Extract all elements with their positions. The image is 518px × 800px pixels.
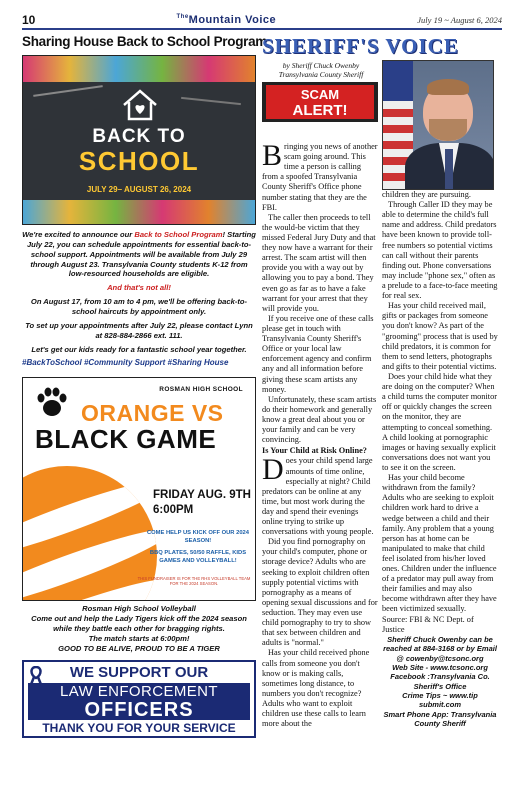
scam-line2: ALERT! xyxy=(292,102,348,119)
contact-line1: Sheriff Chuck Owenby can be reached at 884-3168 or by Email @ cowenby@tcsonc.org xyxy=(383,634,497,663)
house-icon xyxy=(121,88,159,122)
article-paragraph: Has your child received mail, gifts or packages from someone you don't know? As part of the "grooming" process that is used by child predators, it is common for them to send letters, photographs and gifts to their potential victims. xyxy=(382,301,498,371)
article-paragraph: Has your child become withdrawn from the family? Adults who are seeking to exploit children work hard to drive a wedge between a child and their family. Any problem that a young person has at home can be manipulated to make that child feel isolated from his/her loved ones. Children under the influence of a predator may pull away from their families and may also become withdrawn after they have been victimized sexually. xyxy=(382,473,497,614)
sharing-house-para4: To set up your appointments after July 22, please contact Lynn at 828-884-2866 ext. 111. xyxy=(25,320,253,340)
right-column xyxy=(262,34,502,729)
game-time: 6:00PM xyxy=(153,503,194,516)
intro-paragraph xyxy=(262,139,378,213)
caption-line2: Come out and help the Lady Tigers kick off the 2024 season while they battle each other for bragging rights. xyxy=(31,614,247,634)
tie xyxy=(445,149,453,189)
banner-line1: WE SUPPORT OUR xyxy=(69,663,209,681)
volleyball-game-poster xyxy=(22,377,256,601)
caption-line1: Rosman High School Volleyball xyxy=(82,604,196,614)
article-paragraph: Unfortunately, these scam artists do their homework and generally know a great deal about you or your family and can be very convincing. xyxy=(262,394,377,445)
hair xyxy=(427,79,469,95)
online-paragraph xyxy=(262,453,378,537)
sharing-house-title: Sharing House Back to School Program xyxy=(22,34,268,49)
food-text: BBQ PLATES, 50/50 RAFFLE, KIDS GAMES AND VOLLEYBALL! xyxy=(149,550,247,564)
drop-cap: D xyxy=(262,453,284,487)
masthead xyxy=(177,14,277,26)
black-game: BLACK GAME xyxy=(35,424,217,455)
article-column-left xyxy=(262,139,378,729)
chalk-line xyxy=(181,97,241,105)
sheriffs-voice-title: SHERIFF'S VOICE xyxy=(262,34,459,58)
program-link: Back to School Program xyxy=(134,230,223,239)
sharing-house-para5: Let's get our kids ready for a fantastic school year together. xyxy=(31,344,247,354)
game-caption xyxy=(22,604,256,653)
drop-cap: B xyxy=(262,139,283,172)
banner-line4: THANK YOU FOR YOUR SERVICE xyxy=(42,720,236,735)
bts-line2: SCHOOL xyxy=(78,146,200,176)
page-number: 10 xyxy=(22,13,36,27)
back-to-school-heading xyxy=(23,126,255,174)
article-paragraph: The caller then proceeds to tell the would-be victim that they missed Federal Jury Duty and that they now have a warrant for their arrest. The scam artist will then provide you with a way out by allowing you to pay a bond. They even go as far as to have a fake warrant for your arrest that they will provide you. xyxy=(262,212,376,313)
back-to-school-image xyxy=(22,55,256,225)
article-paragraph: Did you find pornography on your child's computer, phone or storage device? Adults who are seeking to exploit children often supply potential victims with pornography as a means of opening sexual discussions and for seduction. They may even use child pornography to try to show that sex between children and adults is "normal." xyxy=(262,537,378,648)
bts-line1: BACK TO xyxy=(92,126,186,147)
online-text: oes your child spend large amounts of time online, especially at night? Child predators can be online at any time, but most work during the day and spend their evenings online trying to strike up conversations with young people. xyxy=(262,456,374,537)
game-datetime xyxy=(153,488,251,517)
article-column-right xyxy=(382,190,498,729)
fundraiser-note: THIS FUNDRAISER IS FOR THE RHS VOLLEYBALL TEAM FOR THE 2024 SEASON. xyxy=(137,576,251,587)
contact-line5: Smart Phone App: Transylvania County Sheriff xyxy=(383,709,497,729)
bts-dates: JULY 29– AUGUST 26, 2024 xyxy=(86,185,192,194)
caption-line4: GOOD TO BE ALIVE, PROUD TO BE A TIGER xyxy=(58,643,220,653)
article-paragraph: children they are pursuing. xyxy=(382,190,471,199)
school-supplies-top xyxy=(23,56,255,82)
school-name: ROSMAN HIGH SCHOOL xyxy=(159,386,243,394)
article-paragraph: Through Caller ID they may be able to determine the child's full name and address. Child predators have been known to provide toll-free numbers so potential victims can call without their parents finding out. Phone conversations may include "phone sex," often as a prelude to a face-to-face meeting for real sex. xyxy=(382,200,498,301)
banner-line3: OFFICERS xyxy=(28,700,250,720)
paw-print-icon xyxy=(35,386,69,418)
scam-line1: SCAM xyxy=(300,87,340,102)
school-supplies-bottom xyxy=(23,200,255,224)
article-subhead: Is Your Child at Risk Online? xyxy=(262,446,367,456)
masthead-the: The xyxy=(176,14,189,20)
contact-line2: Web Site - www.tcsonc.org xyxy=(392,662,488,672)
issue-dates: July 19 ~ August 6, 2024 xyxy=(417,15,502,25)
para1-pre: We're excited to announce our xyxy=(22,230,135,239)
article-source: Source: FBI & NC Dept. of Justice xyxy=(382,614,474,634)
chalk-line xyxy=(33,85,103,97)
sharing-house-para1 xyxy=(22,230,256,279)
game-date: FRIDAY AUG. 9TH xyxy=(153,489,251,502)
sharing-house-para2: And that's not all! xyxy=(107,283,171,293)
byline xyxy=(262,61,380,79)
sharing-house-para3: On August 17, from 10 am to 4 pm, we'll be offering back-to-school haircuts by appointment only. xyxy=(30,297,248,317)
caption-line3: The match starts at 6:00pm! xyxy=(88,634,190,644)
article-paragraph: If you receive one of these calls please get in touch with Transylvania County Sheriff's Office or your local law enforcement agency and confirm any and all information before giving these scam artists any money. xyxy=(262,313,374,394)
byline-name: by Sheriff Chuck Owenby xyxy=(282,61,360,70)
hashtags: #BackToSchool #Community Support #Sharing House xyxy=(22,358,229,368)
article-paragraph: Does your child hide what they are doing on the computer? When a child turns the computer monitor off or quickly changes the screen on the monitor, they are attempting to conceal something. A child looking at pornographic images or having sexually explicit conversations does not want you to see it on the screen. xyxy=(382,371,497,472)
masthead-name: Mountain Voice xyxy=(188,14,277,26)
flag-canton xyxy=(383,61,413,101)
byline-role: Transylvania County Sheriff xyxy=(278,70,364,79)
contact-info xyxy=(382,635,498,729)
para1-post: ! Starting July 22, you can schedule appointments for essential back-to-school support. Appointments will be available from July 29 through August 23. Transylvania County students K-12 from low-resourced households are eligible. xyxy=(26,230,256,279)
article-paragraph: Has your child received phone calls from someone you don't know or is making calls, sometimes long distance, to numbers you don't recognize? Adults who want to exploit children use these calls to learn more about the xyxy=(262,648,370,729)
contact-line4: Crime Tips ~ www.tip submit.com xyxy=(402,691,478,710)
orange-vs: ORANGE VS xyxy=(81,400,224,427)
sharing-house-body xyxy=(22,230,256,354)
scam-alert-image xyxy=(262,82,378,122)
left-column xyxy=(22,34,268,738)
beard xyxy=(429,119,467,141)
intro-text: ringing you news of another scam going around. This time a person is calling from a spoofed Transylvania County Sheriff's Office phone number stating that they are the FBI. xyxy=(262,142,378,212)
law-enforcement-banner xyxy=(22,660,256,738)
kickoff-text: COME HELP US KICK OFF OUR 2024 SEASON! xyxy=(146,530,249,544)
page-header xyxy=(22,12,502,30)
contact-line3: Facebook :Transylvania Co. Sheriff's Office xyxy=(390,672,490,691)
banner-line2: LAW ENFORCEMENT xyxy=(28,683,250,701)
sheriff-photo xyxy=(382,60,494,190)
